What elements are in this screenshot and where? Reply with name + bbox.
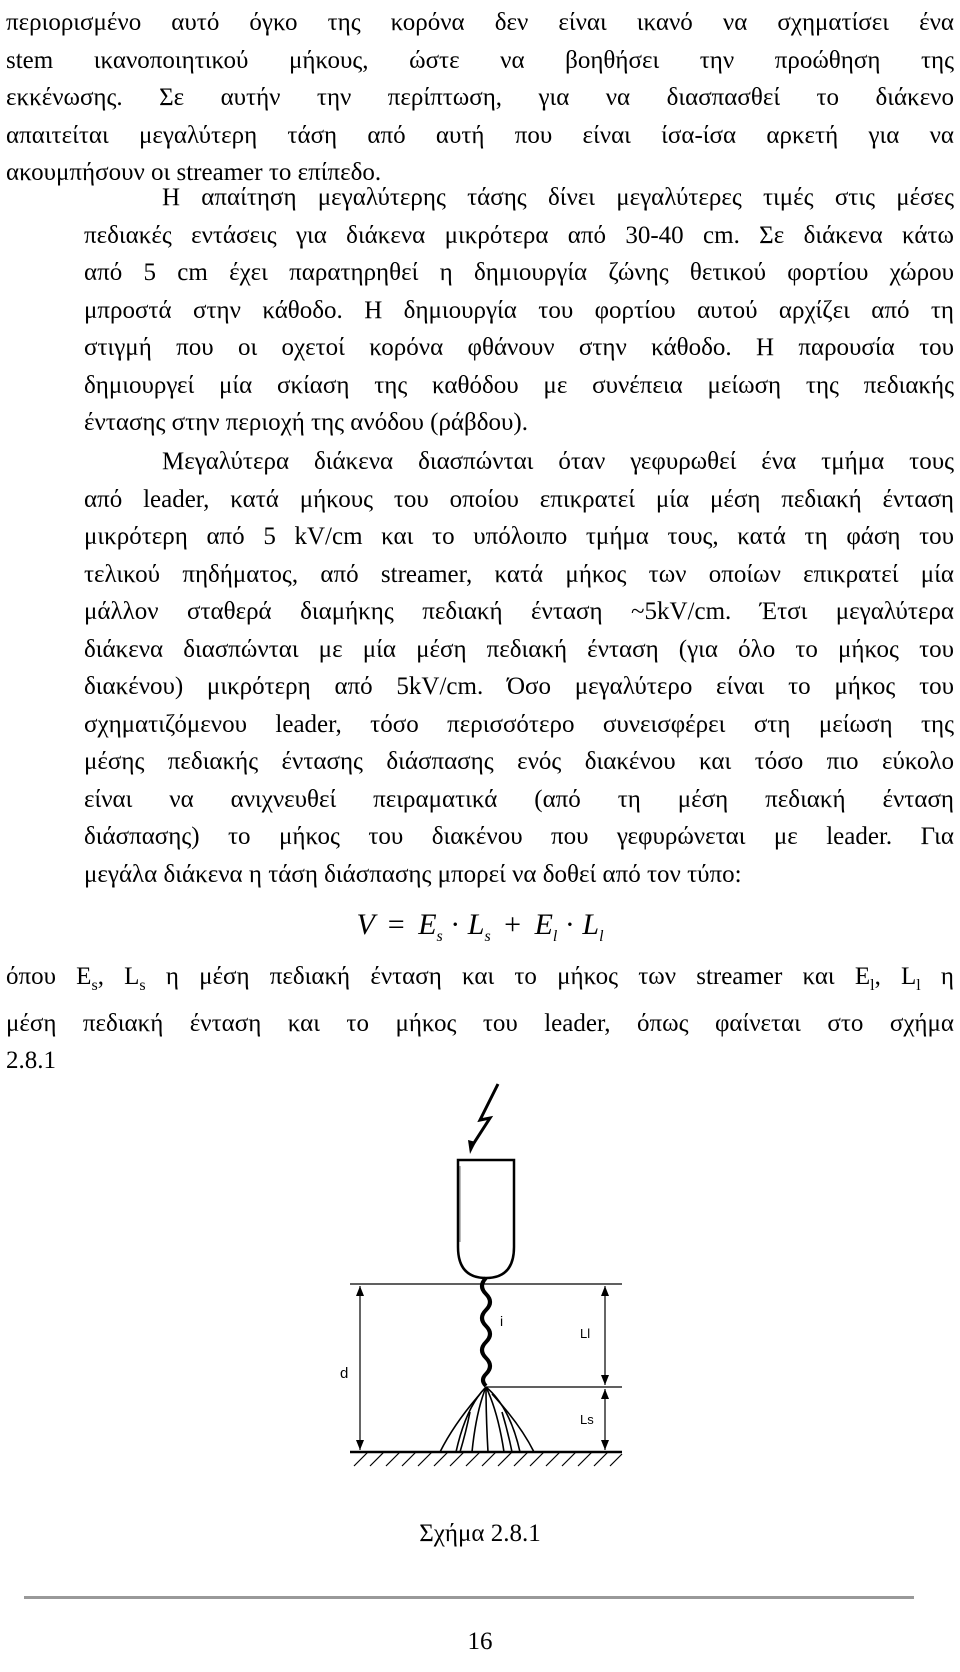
formula-v: V [356,908,375,941]
text-line: εκκένωσης. Σε αυτήν την περίπτωση, για να διασπασθεί το διάκενο [6,84,954,111]
page-number: 16 [467,1628,493,1655]
formula-plus: + [504,908,522,941]
paragraph-1 [6,4,954,192]
text-line: μπροστά στην κάθοδο. Η δημιουργία του φορτίου αυτού αρχίζει από τη [84,296,954,324]
text-line: σχηματιζόμενου leader, τόσο περισσότερο συνεισφέρει στη μείωση της [84,710,954,738]
breakdown-voltage-formula [0,908,960,946]
text-line: στιγμή που οι οχετοί κορόνα φθάνουν στην κάθοδο. Η παρουσία του [84,334,954,361]
ground-hatching [354,1452,622,1466]
text-line: δημιουργεί μία σκίαση της καθόδου με συνέπεια μείωση της πεδιακής [84,371,954,399]
text-fragment: η μέση πεδιακή ένταση και το μήκος των streamer και E [145,963,871,990]
formula-sub-s: s [436,928,443,945]
formula-e: E [534,908,553,941]
text-line: πεδιακές εντάσεις για διάκενα μικρότερα από 30-40 cm. Σε διάκενα κάτω [84,221,954,249]
text-line: απαιτείται μεγαλύτερη τάση από αυτή που είναι ίσα-ίσα αρκετή για να [6,121,954,149]
formula-equals: = [387,908,405,941]
text-line: έντασης στην περιοχή της ανόδου (ράβδου). [84,409,528,436]
formula-l: L [467,908,485,941]
text-line: είναι να ανιχνευθεί πειραματικά (από τη μέση πεδιακή ένταση [84,785,954,813]
text-line: 2.8.1 [6,1047,56,1074]
formula-l: L [582,908,600,941]
text-line: τελικού πηδήματος, από streamer, κατά μήκος των οποίων επικρατεί μία [84,560,954,588]
text-line: stem ικανοποιητικού μήκους, ώστε να βοηθήσει την προώθηση της [6,46,954,74]
rod-electrode [458,1160,514,1278]
subscript: l [870,977,875,994]
rod-plane-gap-diagram [330,1082,630,1482]
paragraph-3 [6,443,954,893]
label-ll: Ll [580,1326,591,1341]
text-line [6,958,954,1005]
text-line: μεγάλα διάκενα η τάση διάσπασης μπορεί να δοθεί από τον τύπο: [84,860,742,888]
paragraph-2 [6,179,954,442]
formula-sub-l: l [599,928,604,945]
label-ls: Ls [580,1412,594,1427]
subscript: s [91,977,98,994]
text-fragment: όπου E [6,963,92,990]
formula-dot: · [564,908,575,941]
text-line: από 5 cm έχει παρατηρηθεί η δημιουργία ζώνης θετικού φορτίου χώρου [84,259,954,286]
figure-2-8-1 [330,1082,630,1487]
text-line: περιορισμένο αυτό όγκο της κορόνα δεν είναι ικανό να σχηματίσει ένα [6,9,954,36]
subscript: l [916,977,921,994]
lightning-bolt-icon [472,1084,498,1146]
text-line: μέσης πεδιακής έντασης διάσπασης ενός διακένου και τόσο πιο εύκολο [84,748,954,775]
text-fragment: , L [874,963,917,990]
text-line: διακένου) μικρότερη από 5kV/cm. Όσο μεγαλύτερο είναι το μήκος του [84,673,954,700]
subscript: s [139,977,146,994]
footer-rule [24,1596,914,1599]
text-line: μάλλον σταθερά διαμήκης πεδιακή ένταση ~5kV/cm. Έτσι μεγαλύτερα [84,598,954,625]
formula-sub-l: l [552,928,558,945]
text-line: από leader, κατά μήκους του οποίου επικρατεί μία μέση πεδιακή ένταση [84,485,954,513]
streamer-zone [440,1387,534,1452]
formula-sub-s: s [484,928,491,945]
formula-dot: · [450,908,461,941]
paragraph-4 [6,958,954,1080]
text-line: μικρότερη από 5 kV/cm και το υπόλοιπο τμήμα τους, κατά τη φάση του [84,523,954,550]
label-d: d [340,1365,349,1382]
text-line: μέση πεδιακή ένταση και το μήκος του leader, όπως φαίνεται στο σχήμα [6,1009,954,1037]
formula-e: E [418,908,437,941]
text-line: ακουμπήσουν οι streamer το επίπεδο. [6,159,382,186]
text-line: Η απαίτηση μεγαλύτερης τάσης δίνει μεγαλύτερες τιμές στις μέσες [162,184,954,211]
text-line: διάσπασης) το μήκος του διακένου που γεφυρώνεται με leader. Για [84,823,954,850]
text-line: Μεγαλύτερα διάκενα διασπώνται όταν γεφυρωθεί ένα τμήμα τους [162,448,954,475]
label-i: i [500,1313,504,1329]
leader-channel [482,1278,490,1386]
text-fragment: η [920,963,955,990]
text-fragment: , L [97,963,140,990]
text-line: διάκενα διασπώνται με μία μέση πεδιακή ένταση (για όλο το μήκος του [84,635,954,663]
figure-caption: Σχήμα 2.8.1 [419,1520,541,1547]
